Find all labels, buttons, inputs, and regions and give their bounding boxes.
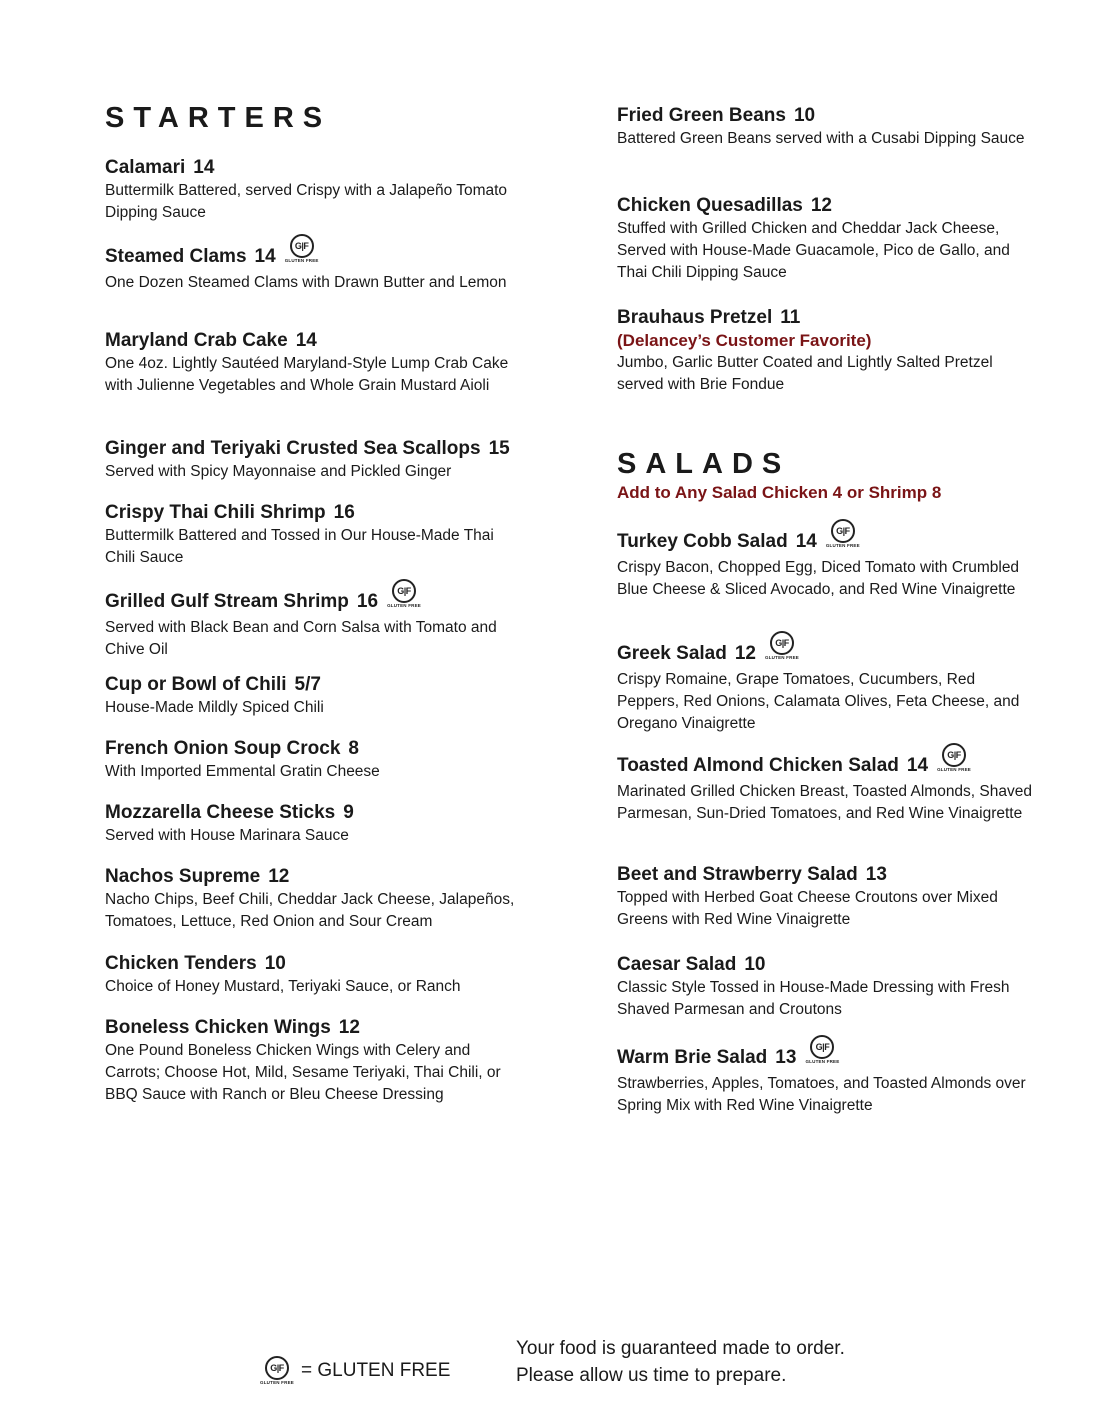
item-name: Nachos Supreme [105, 866, 261, 887]
item-name: Grilled Gulf Stream Shrimp [105, 591, 349, 612]
gluten-free-legend [261, 1356, 450, 1386]
item-description: House-Made Mildly Spiced Chili [105, 699, 324, 716]
item-description: One Dozen Steamed Clams with Drawn Butter and Lemon [105, 274, 507, 291]
item-name: Calamari [105, 157, 186, 178]
item-price: 14 [795, 531, 817, 552]
item-name: Maryland Crab Cake [105, 330, 288, 351]
item-description: Stuffed with Grilled Chicken and Cheddar Jack Cheese, Served with House-Made Guacamole, Pico de Gallo, and Thai Chili Dipping Sauce [617, 220, 1010, 281]
item-description: Buttermilk Battered and Tossed in Our House-Made Thai Chili Sauce [105, 527, 494, 566]
item-price: 14 [906, 755, 929, 776]
menu-item [105, 501, 525, 569]
menu-item [617, 1043, 1037, 1117]
item-price: 8 [348, 738, 359, 759]
item-name: Chicken Tenders [105, 953, 257, 974]
item-name: Chicken Quesadillas [617, 195, 803, 216]
item-name: Caesar Salad [617, 954, 737, 975]
menu-item [105, 242, 525, 294]
item-description: Nacho Chips, Beef Chili, Cheddar Jack Cheese, Jalapeños, Tomatoes, Lettuce, Red Onion and Sour Cream [105, 891, 515, 930]
item-price: 11 [780, 307, 801, 328]
item-price: 12 [338, 1017, 360, 1038]
gluten-free-icon: G|F GLUTEN FREE [766, 631, 798, 661]
item-name: Beet and Strawberry Salad [617, 864, 858, 885]
gluten-free-icon: G|F GLUTEN FREE [388, 579, 420, 609]
item-name: Warm Brie Salad [617, 1047, 768, 1068]
item-price: 13 [865, 864, 887, 885]
item-description: Jumbo, Garlic Butter Coated and Lightly Salted Pretzel served with Brie Fondue [617, 354, 993, 393]
salads-title: SALADS [617, 448, 791, 480]
menu-item [105, 801, 525, 847]
item-name: Cup or Bowl of Chili [105, 674, 287, 695]
item-description: Crispy Bacon, Chopped Egg, Diced Tomato with Crumbled Blue Cheese & Sliced Avocado, and Red Wine Vinaigrette [617, 559, 1020, 598]
menu-item [105, 156, 525, 224]
item-description: Buttermilk Battered, served Crispy with a Jalapeño Tomato Dipping Sauce [105, 182, 508, 221]
item-price: 12 [810, 195, 832, 216]
gluten-free-icon: G|F GLUTEN FREE [938, 743, 970, 773]
item-name: Crispy Thai Chili Shrimp [105, 502, 326, 523]
menu-item [617, 527, 1037, 601]
item-name: Mozzarella Cheese Sticks [105, 802, 336, 823]
footer-line-1: Your food is guaranteed made to order. [516, 1338, 845, 1359]
item-name: Boneless Chicken Wings [105, 1017, 331, 1038]
legend-label: = GLUTEN FREE [301, 1360, 451, 1381]
item-description: Served with Black Bean and Corn Salsa with Tomato and Chive Oil [105, 619, 497, 658]
menu-item [105, 737, 525, 783]
item-description: Served with House Marinara Sauce [105, 827, 349, 844]
item-description: One 4oz. Lightly Sautéed Maryland-Style Lump Crab Cake with Julienne Vegetables and Whole Grain Mustard Aioli [105, 355, 509, 394]
item-name: Ginger and Teriyaki Crusted Sea Scallops [105, 438, 481, 459]
item-name: Fried Green Beans [617, 105, 786, 126]
menu-item [617, 306, 1037, 396]
item-price: 5/7 [294, 674, 321, 695]
menu-item [617, 639, 1037, 735]
made-to-order-note [516, 1335, 845, 1389]
item-description: Classic Style Tossed in House-Made Dressing with Fresh Shaved Parmesan and Croutons [617, 979, 1010, 1018]
item-description: With Imported Emmental Gratin Cheese [105, 763, 380, 780]
item-name: French Onion Soup Crock [105, 738, 341, 759]
menu-item [617, 104, 1037, 150]
item-name: Steamed Clams [105, 246, 247, 267]
gluten-free-icon: G|F GLUTEN FREE [261, 1356, 293, 1386]
item-description: Choice of Honey Mustard, Teriyaki Sauce, or Ranch [105, 978, 461, 995]
item-price: 12 [268, 866, 290, 887]
item-description: Marinated Grilled Chicken Breast, Toasted Almonds, Shaved Parmesan, Sun-Dried Tomatoes, and Red Wine Vinaigrette [617, 783, 1032, 822]
menu-item [617, 194, 1037, 284]
item-price: 16 [356, 591, 379, 612]
item-name: Turkey Cobb Salad [617, 531, 788, 552]
starters-title: STARTERS [105, 102, 332, 134]
item-price: 16 [333, 502, 355, 523]
item-price: 14 [254, 246, 276, 267]
gluten-free-icon: G|F GLUTEN FREE [827, 519, 859, 549]
item-price: 10 [264, 953, 286, 974]
item-price: 14 [193, 157, 215, 178]
item-description: Battered Green Beans served with a Cusabi Dipping Sauce [617, 130, 1025, 147]
menu-item [105, 587, 525, 661]
item-price: 12 [734, 643, 756, 664]
customer-favorite-note: (Delancey’s Customer Favorite) [617, 331, 872, 350]
item-description: One Pound Boneless Chicken Wings with Celery and Carrots; Choose Hot, Mild, Sesame Teriyaki, Thai Chili, or BBQ Sauce with Ranch or Bleu Cheese Dressing [105, 1042, 501, 1103]
item-name: Greek Salad [617, 643, 727, 664]
item-name: Toasted Almond Chicken Salad [617, 755, 899, 776]
menu-item [105, 673, 525, 719]
item-price: 15 [488, 438, 510, 459]
item-price: 14 [295, 330, 317, 351]
item-name: Brauhaus Pretzel [617, 307, 773, 328]
item-description: Strawberries, Apples, Tomatoes, and Toasted Almonds over Spring Mix with Red Wine Vinaigrette [617, 1075, 1026, 1114]
item-price: 10 [744, 954, 766, 975]
item-price: 13 [775, 1047, 797, 1068]
menu-item [105, 865, 525, 933]
menu-item [105, 329, 525, 397]
item-price: 9 [343, 802, 354, 823]
menu-item [105, 437, 525, 483]
salads-addon-note: Add to Any Salad Chicken 4 or Shrimp 8 [617, 483, 942, 502]
item-description: Served with Spicy Mayonnaise and Pickled Ginger [105, 463, 452, 480]
gluten-free-icon: G|F GLUTEN FREE [806, 1035, 838, 1065]
footer-line-2: Please allow us time to prepare. [516, 1365, 787, 1386]
menu-item [105, 1016, 525, 1106]
menu-item [617, 953, 1037, 1021]
gluten-free-icon: G|F GLUTEN FREE [286, 234, 318, 264]
menu-item [105, 952, 525, 998]
item-price: 10 [793, 105, 816, 126]
item-description: Topped with Herbed Goat Cheese Croutons over Mixed Greens with Red Wine Vinaigrette [617, 889, 998, 928]
menu-item [617, 863, 1037, 931]
menu-item [617, 751, 1037, 825]
item-description: Crispy Romaine, Grape Tomatoes, Cucumbers, Red Peppers, Red Onions, Calamata Olives, Feta Cheese, and Oregano Vinaigrette [617, 671, 1020, 732]
